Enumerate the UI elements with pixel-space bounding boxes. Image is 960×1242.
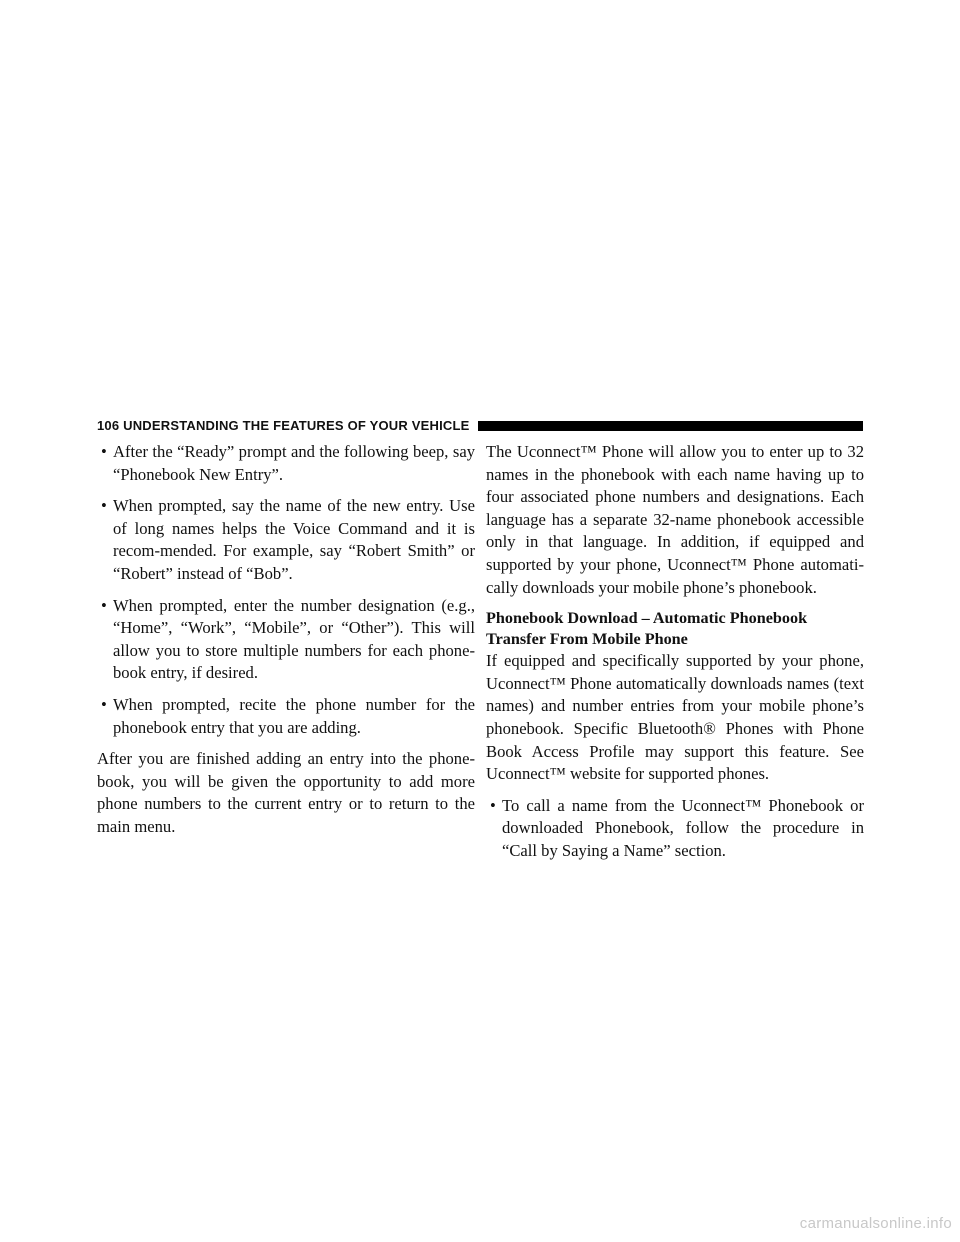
- list-item-text: When prompted, say the name of the new entry. Use of long names helps the Voice Command and it is recom-mended. For example, say “Robert Smith” or “Robert” instead of “Bob”.: [113, 496, 475, 583]
- section-heading: [486, 608, 864, 650]
- bullet-icon: •: [101, 442, 107, 461]
- right-column: [486, 441, 864, 872]
- bullet-icon: •: [490, 795, 496, 815]
- section-heading-line: Phonebook Download – Automatic Phonebook: [486, 609, 808, 628]
- list-item-text: After the “Ready” prompt and the following beep, say “Phonebook New Entry”.: [113, 442, 475, 484]
- list-item: [97, 694, 475, 739]
- body-paragraph: If equipped and specifically supported by your phone, Uconnect™ Phone automatically downloads names (text names) and number entries from your mobile phone’s phonebook. Specific Bluetooth® Phones with Phone Book Access Profile may support this feature. See Uconnect™ website for supported phones.: [486, 651, 864, 784]
- body-paragraph: After you are finished adding an entry into the phone-book, you will be given the opportunity to add more phone numbers to the current entry or to return to the main menu.: [97, 749, 475, 836]
- bullet-icon: •: [101, 694, 107, 714]
- bullet-icon: •: [101, 496, 107, 516]
- list-item: [97, 495, 475, 585]
- list-item: [97, 595, 475, 685]
- list-item-text: To call a name from the Uconnect™ Phonebook or downloaded Phonebook, follow the procedure in “Call by Saying a Name” section.: [502, 795, 864, 860]
- bullet-icon: •: [101, 595, 107, 615]
- section-heading-line: Transfer From Mobile Phone: [486, 630, 688, 649]
- list-item: [486, 795, 864, 863]
- header-rule: [455, 421, 863, 431]
- list-item: [97, 441, 475, 486]
- list-item-text: When prompted, enter the number designation (e.g., “Home”, “Work”, “Mobile”, or “Other”). This will allow you to store multiple numbers for each phone-book entry, if desired.: [113, 595, 475, 683]
- page-header-title: 106 UNDERSTANDING THE FEATURES OF YOUR VEHICLE: [97, 418, 478, 434]
- page-header: [97, 418, 863, 434]
- watermark-logo[interactable]: carmanualsonline.info: [799, 1215, 952, 1232]
- left-column: [97, 441, 475, 848]
- list-item-text: When prompted, recite the phone number for the phonebook entry that you are adding.: [113, 694, 475, 737]
- body-paragraph: The Uconnect™ Phone will allow you to enter up to 32 names in the phonebook with each name having up to four associated phone numbers and designations. Each language has a separate 32-name phonebook accessible only in that language. In addition, if equipped and supported by your phone, Uconnect™ Phone automati-cally downloads your mobile phone’s phonebook.: [486, 442, 864, 597]
